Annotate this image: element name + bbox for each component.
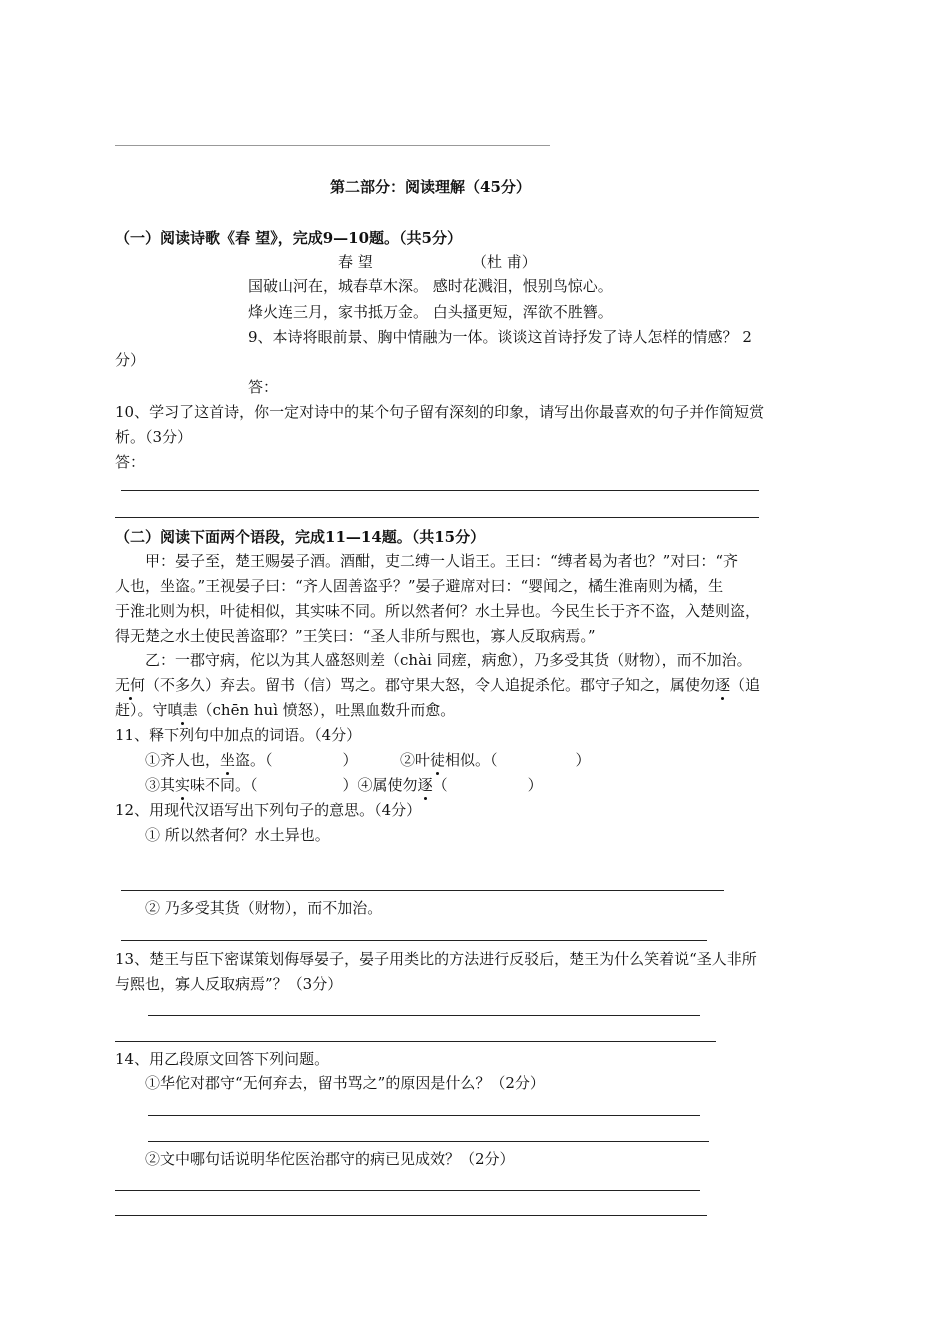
question-11-item-3 xyxy=(145,775,543,795)
answer-label-10: 答： xyxy=(115,453,146,471)
question-11-item-2 xyxy=(400,750,591,770)
passage-jia-line: 人也，坐盗。”王视晏子曰：“齐人固善盗乎？”晏子避席对曰：“婴闻之，橘生淮南则为橘，生 xyxy=(115,577,724,595)
answer-line xyxy=(121,890,724,891)
question-9-cont: 分） xyxy=(115,351,146,369)
question-12: 12、用现代汉语写出下列句子的意思。（4分） xyxy=(115,801,422,819)
passage-jia-line: 得无楚之水土使民善盗耶？”王笑曰：“圣人非所与熙也，寡人反取病焉。” xyxy=(115,627,596,645)
dotted-word: 逐 xyxy=(417,776,433,794)
item-text: ②叶 xyxy=(400,751,431,769)
header-rule xyxy=(115,145,550,146)
answer-line xyxy=(148,1115,700,1116)
item-text: ）④属使勿 xyxy=(342,776,418,794)
dotted-word: 徒 xyxy=(430,751,446,769)
question-14-item-1: ①华佗对郡守“无何弃去，留书骂之”的原因是什么？（2分） xyxy=(145,1074,545,1092)
question-12-item-2: ② 乃多受其货（财物），而不加治。 xyxy=(145,899,383,917)
question-14-item-2: ②文中哪句话说明华佗医治郡守的病已见成效？（2分） xyxy=(145,1150,515,1168)
question-14: 14、用乙段原文回答下列问题。 xyxy=(115,1050,330,1068)
passage-yi-line xyxy=(115,700,455,720)
answer-line xyxy=(121,490,759,491)
dotted-word: 无何 xyxy=(115,676,146,694)
answer-line xyxy=(148,1141,709,1142)
section1-heading: （一）阅读诗歌《春 望》，完成9—10题。（共5分） xyxy=(115,229,462,247)
passage-text: （追 xyxy=(730,676,761,694)
part-title: 第二部分：阅读理解（45分） xyxy=(330,178,531,196)
answer-line xyxy=(115,1190,700,1191)
item-text: ） xyxy=(527,776,543,794)
passage-jia-line: 于淮北则为枳，叶徒相似，其实味不同。所以然者何？水土异也。今民生长于齐不盗，入楚则盗， xyxy=(115,602,761,620)
passage-text: （chēn huì 愤怒），吐黑血数升而愈。 xyxy=(197,701,456,719)
passage-text: 赶）。守 xyxy=(115,701,168,719)
item-text: 盗。（ xyxy=(235,751,273,769)
dotted-word: 嗔恚 xyxy=(167,701,198,719)
item-text: 相似。（ xyxy=(445,751,498,769)
item-text: ①齐人也， xyxy=(145,751,221,769)
answer-line xyxy=(115,1215,707,1216)
question-12-item-1: ① 所以然者何？水土异也。 xyxy=(145,826,330,844)
answer-label-9: 答： xyxy=(248,378,279,396)
question-9: 9、本诗将眼前景、胸中情融为一体。谈谈这首诗抒发了诗人怎样的情感？ 2 xyxy=(248,328,752,346)
passage-yi-line xyxy=(115,675,760,695)
question-11: 11、释下列句中加点的词语。（4分） xyxy=(115,726,362,744)
question-13: 13、楚王与臣下密谋策划侮辱晏子，晏子用类比的方法进行反驳后，楚王为什么笑着说“圣人非所 xyxy=(115,950,757,968)
passage-yi-line: 乙：一郡守病，佗以为其人盛怒则差（chài 同瘥，病愈），乃多受其货（财物），而不加治。 xyxy=(145,651,752,669)
answer-line xyxy=(148,1015,700,1016)
section2-heading: （二）阅读下面两个语段，完成11—14题。（共15分） xyxy=(115,528,486,546)
poem-author: （杜 甫） xyxy=(472,253,537,271)
poem-title: 春 望 xyxy=(338,253,373,271)
passage-text: （不多久）弃去。留书（信）骂之。郡守果大怒，令人追捉杀佗。郡守子知之，属使勿 xyxy=(145,676,716,694)
answer-line xyxy=(121,940,707,941)
item-text: 味不同。（ xyxy=(190,776,258,794)
answer-line xyxy=(115,1041,716,1042)
item-text: ） xyxy=(575,751,591,769)
passage-jia-line: 甲：晏子至，楚王赐晏子酒。酒酣，吏二缚一人诣王。王曰：“缚者曷为者也？”对曰：“齐 xyxy=(145,552,739,570)
question-10-cont: 析。（3分） xyxy=(115,428,193,446)
question-10: 10、学习了这首诗，你一定对诗中的某个句子留有深刻的印象，请写出你最喜欢的句子并作简短赏 xyxy=(115,403,765,421)
dotted-word: 实 xyxy=(175,776,191,794)
dotted-word: 坐 xyxy=(220,751,236,769)
question-13-cont: 与熙也，寡人反取病焉”？（3分） xyxy=(115,975,343,993)
answer-line xyxy=(115,517,759,518)
question-11-item-1 xyxy=(145,750,358,770)
item-text: ③其 xyxy=(145,776,176,794)
item-text: ） xyxy=(342,751,358,769)
poem-line-1: 国破山河在，城春草木深。 感时花溅泪，恨别鸟惊心。 xyxy=(248,277,613,295)
dotted-word: 逐 xyxy=(715,676,731,694)
poem-line-2: 烽火连三月，家书抵万金。 白头搔更短，浑欲不胜簪。 xyxy=(248,303,613,321)
item-text: （ xyxy=(432,776,448,794)
